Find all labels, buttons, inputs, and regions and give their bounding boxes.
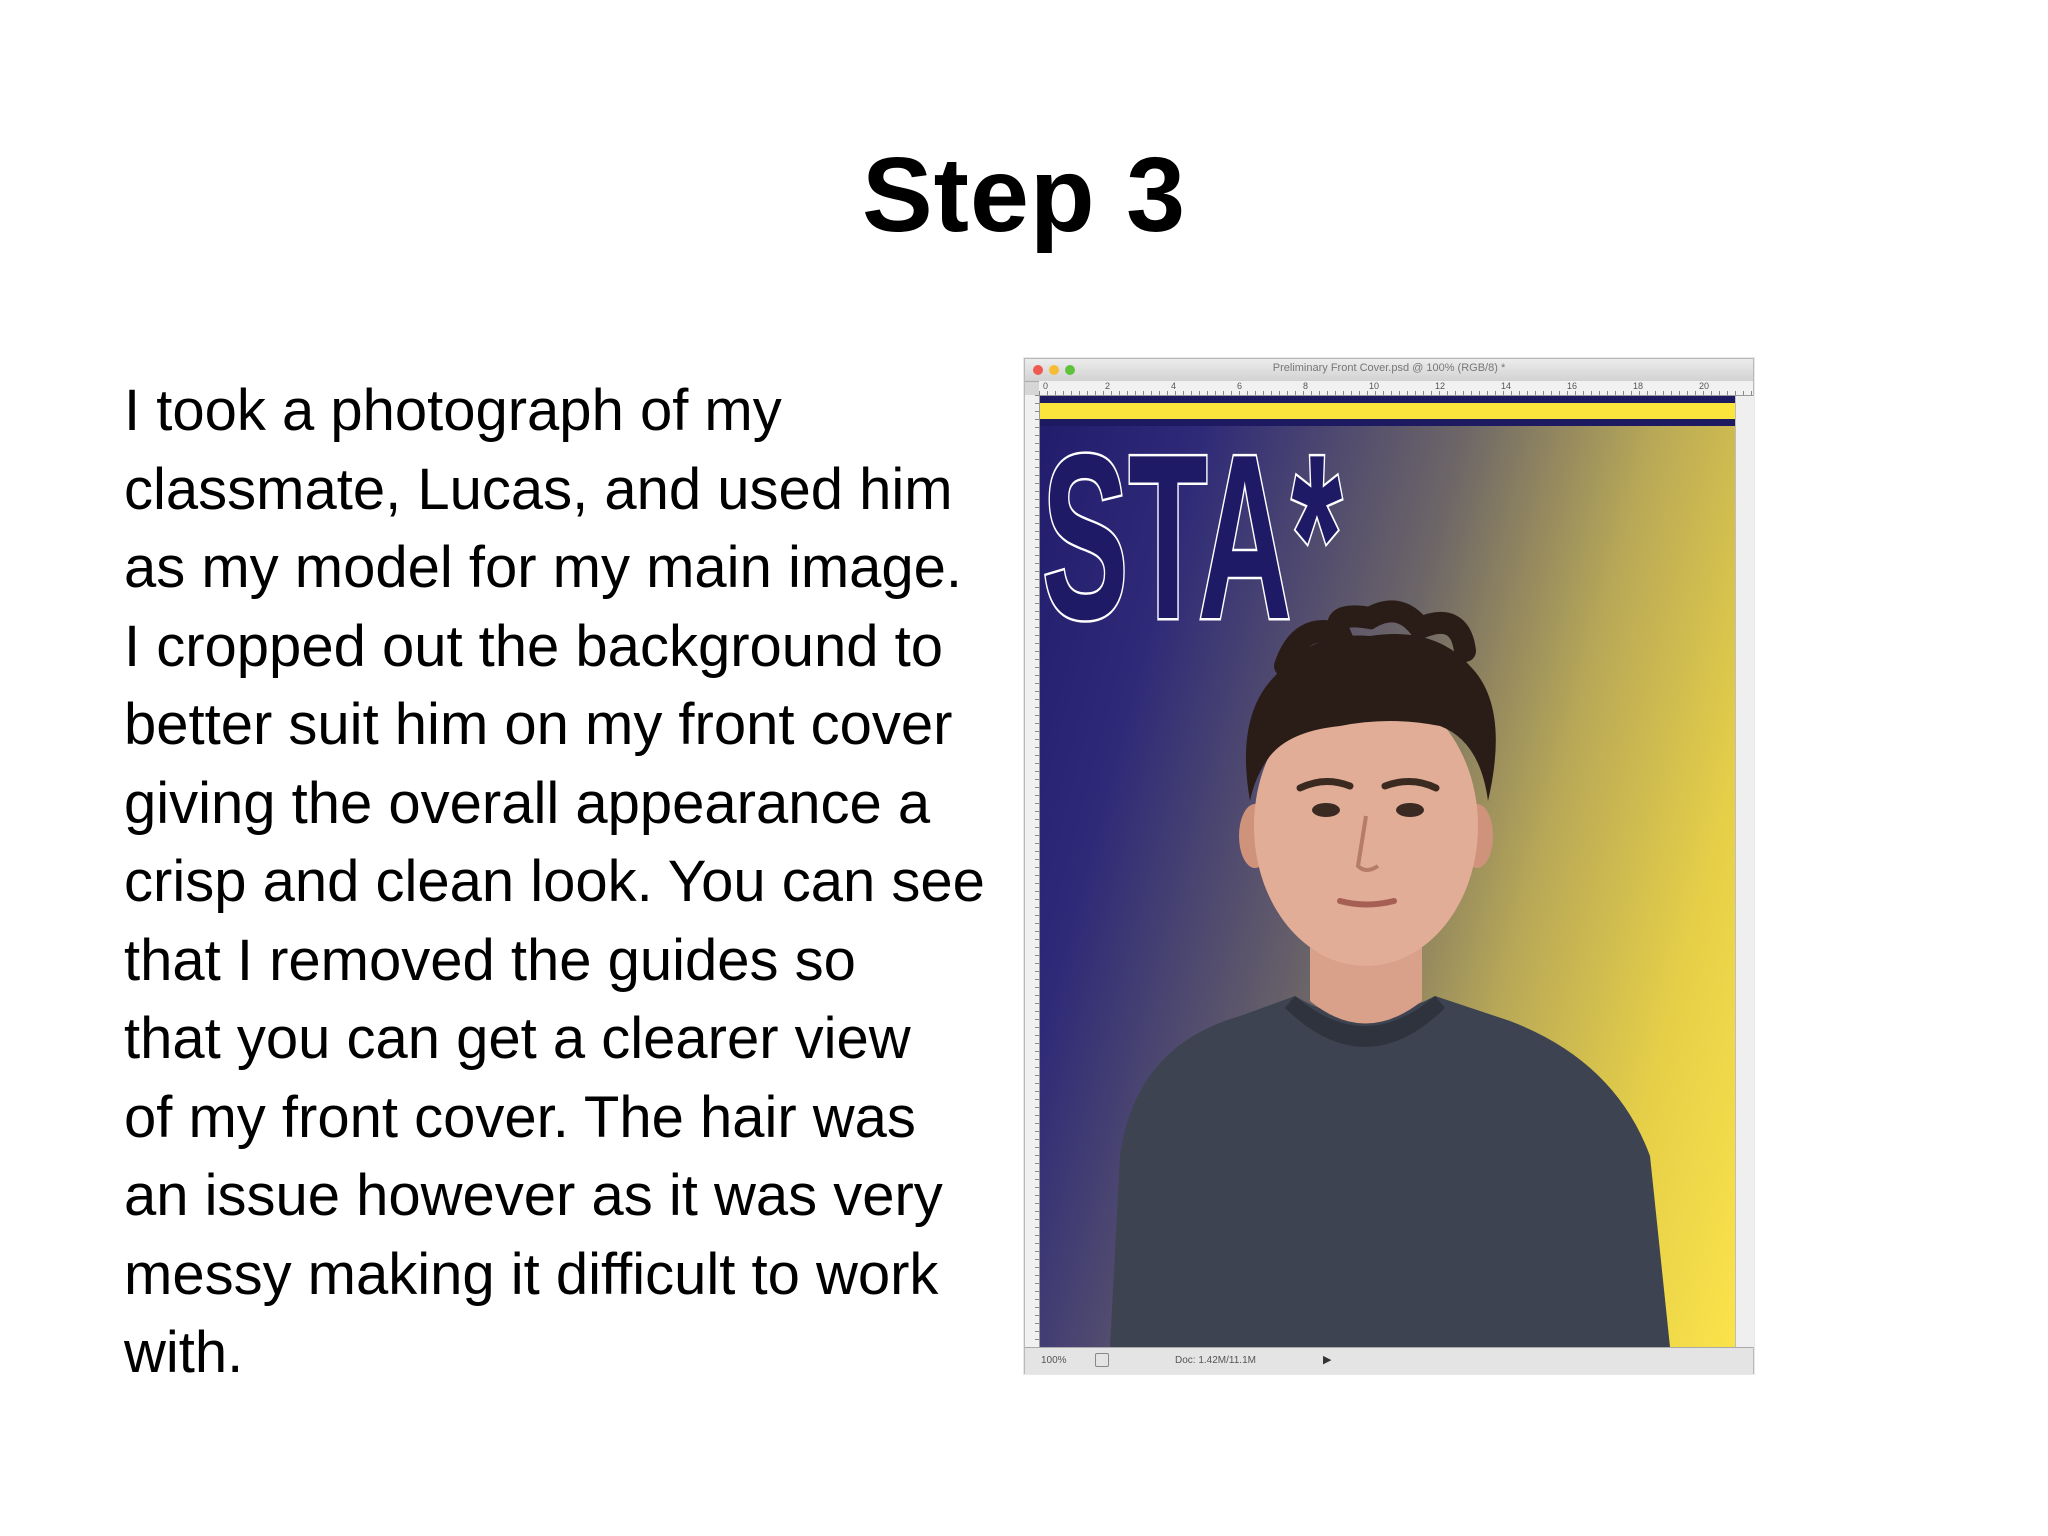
ruler-label: 8: [1303, 381, 1309, 391]
status-info-icon[interactable]: [1095, 1353, 1109, 1367]
ruler-label: 10: [1369, 381, 1380, 391]
body-line: classmate, Lucas, and used him: [124, 456, 953, 522]
vertical-scrollbar[interactable]: [1735, 396, 1754, 1347]
ruler-label: 20: [1699, 381, 1710, 391]
model-eye: [1312, 803, 1340, 817]
body-line: crisp and clean look. You can see: [124, 849, 985, 914]
ruler-label: 4: [1171, 381, 1177, 391]
horizontal-ruler: [1039, 381, 1753, 396]
slide-body-text: [124, 372, 1014, 1393]
slide-title: Step 3: [861, 136, 1187, 254]
body-line: as my model for my main image.: [124, 535, 963, 600]
model-mouth: [1340, 901, 1394, 905]
ruler-label: 2: [1105, 381, 1111, 391]
zoom-level[interactable]: 100%: [1041, 1355, 1067, 1366]
play-arrow-icon[interactable]: ▶: [1323, 1354, 1332, 1366]
body-line: giving the overall appearance a: [124, 770, 931, 836]
body-line: an issue however as it was very: [124, 1163, 943, 1228]
document-size: Doc: 1.42M/11.1M: [1175, 1355, 1256, 1366]
body-line: I took a photograph of my: [124, 378, 782, 443]
window-titlebar: [1025, 359, 1753, 382]
ruler-label: 14: [1501, 381, 1512, 391]
body-line: of my front cover. The hair was: [124, 1084, 916, 1150]
ruler-label: 6: [1237, 381, 1243, 391]
body-line: with.: [124, 1320, 244, 1385]
ruler-label: 18: [1633, 381, 1644, 391]
model-sweater: [1110, 996, 1670, 1347]
ruler-label: 12: [1435, 381, 1446, 391]
editor-window-screenshot: [1024, 358, 1754, 1374]
cover-model-photo: [1040, 396, 1735, 1347]
body-line: that you can get a clearer view: [124, 1006, 911, 1071]
ruler-label: 0: [1043, 381, 1049, 391]
document-canvas[interactable]: [1040, 396, 1735, 1347]
body-line: better suit him on my front cover: [124, 692, 953, 757]
status-bar: [1025, 1347, 1753, 1374]
body-line: messy making it difficult to work: [124, 1241, 939, 1307]
ruler-label: 16: [1567, 381, 1578, 391]
model-eye: [1396, 803, 1424, 817]
masthead-text: STA*: [1042, 405, 1343, 668]
body-line: I cropped out the background to: [124, 613, 944, 679]
body-line: that I removed the guides so: [124, 927, 856, 993]
document-title: Preliminary Front Cover.psd @ 100% (RGB/8) *: [1272, 362, 1506, 374]
